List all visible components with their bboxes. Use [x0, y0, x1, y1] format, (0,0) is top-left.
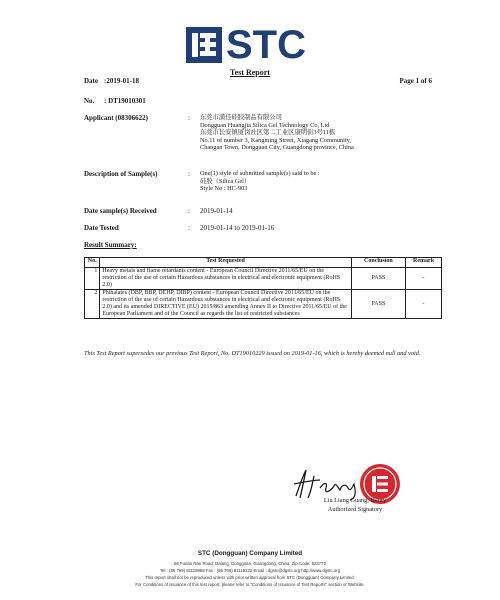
results-table — [84, 257, 442, 319]
report-title: Test Report — [230, 68, 270, 77]
report-no-label: No. — [84, 97, 95, 105]
row-remark: - — [406, 268, 442, 290]
footer-contact: Tel : (86 769) 81119888 Fax : (86 769) 81116222 Email : dgstc@dgstc.org http://www.dgstc.org — [159, 568, 341, 573]
applicant-line: 东莞市长安镇厦岗社区第二工业区康明街3号11栋 — [200, 129, 336, 137]
row-remark: - — [406, 290, 442, 319]
footer-company-name: STC (Dongguan) Company Limited — [197, 550, 303, 557]
row-test-requested: Heavy metals and flame retardants content - European Council Directive 2011/65/EU on the restriction of the use of certain Hazardous substances in electrical and electronic equipment (RoHS 2.0) — [100, 268, 351, 290]
header-conclusion: Conclusion — [351, 258, 405, 268]
applicant-details — [200, 114, 440, 152]
table-header-row — [85, 258, 442, 268]
tested-value: 2019-01-14 to 2019-01-16 — [200, 224, 275, 232]
supersede-note: This Test Report supersedes our previous Test Report, No. DT19010229 issued on 2019-01-16, which is hereby deemed null and void. — [84, 350, 421, 357]
description-label: Description of Sample(s) — [84, 170, 158, 178]
applicant-line: Dongguan Huangjia Silica Gel Technology Co, Ltd — [200, 121, 330, 129]
description-details — [200, 170, 440, 193]
table-row — [85, 290, 442, 319]
footer-notice: For Conditions of issuance of this test report, please refer to "Conditions of Issuance of Test Reports" section or Website. — [135, 582, 365, 587]
row-no: 1 — [85, 268, 100, 290]
stc-logo-mark-icon — [186, 27, 222, 63]
row-test-requested: Phthalates (DBP, BBP, DEHP, DIBP) content - European Council Directive 2011/65/EU on the restriction of the use of certain Hazardous substances in electrical and electronic equipment (RoHS 2.0) and its amended DIRECTIVE (EU) 2015/863 amending Annex II to Directive 2011/65/EU of the European Parliament and of the Council as regards the list of restricted substances — [100, 290, 351, 319]
description-colon: : — [188, 170, 190, 178]
description-line: 硅胶（Silica Gel） — [200, 177, 251, 185]
applicant-line: 东莞市潢佳硅胶制品有限公司 — [200, 114, 282, 121]
logo-text: STC — [226, 23, 306, 67]
footer-address: 68 Funan Nan Road, Dalang, Dongguan, Guangdong, China. Zip Code: 523770 — [174, 561, 326, 566]
description-line: One(1) style of submitted sample(s) said to be : — [200, 170, 320, 177]
received-colon: : — [188, 207, 190, 215]
page-number: Page 1 of 6 — [399, 77, 432, 85]
header-no: No. — [85, 258, 100, 268]
date-label: Date — [84, 77, 98, 85]
row-no: 2 — [85, 290, 100, 319]
applicant-line: No.11 of number 3, Kangming Street, Xiagang Community, — [200, 136, 351, 144]
header-test-requested: Test Requested — [100, 258, 351, 268]
tested-colon: : — [188, 224, 190, 232]
signatory-title: Authorized Signatory — [327, 506, 383, 513]
signatory-name: Liu Liang Guang, Henry — [323, 497, 387, 504]
applicant-line: Changan Town, Dongguan City, Guangdong province, China — [200, 144, 354, 152]
description-line: Style No : HC-903 — [200, 185, 248, 193]
received-value: 2019-01-14 — [200, 207, 233, 215]
applicant-colon: : — [188, 114, 190, 122]
stc-logo — [186, 22, 306, 68]
row-conclusion: PASS — [351, 268, 405, 290]
result-summary-heading: Result Summary: — [84, 241, 137, 249]
report-no-value: : DT19010301 — [104, 97, 146, 105]
tested-label: Date Tested — [84, 224, 119, 232]
header-remark: Remark — [406, 258, 442, 268]
table-row — [85, 268, 442, 290]
applicant-label: Applicant (08306622) — [84, 114, 148, 122]
received-label: Date sample(s) Received — [84, 207, 157, 215]
row-conclusion: PASS — [351, 290, 405, 319]
footer-notice: This report shall not be reproduced unless with prior written approval from STC (Dongguan) Company Limited. — [145, 575, 355, 580]
date-value: :2019-01-18 — [104, 77, 139, 85]
